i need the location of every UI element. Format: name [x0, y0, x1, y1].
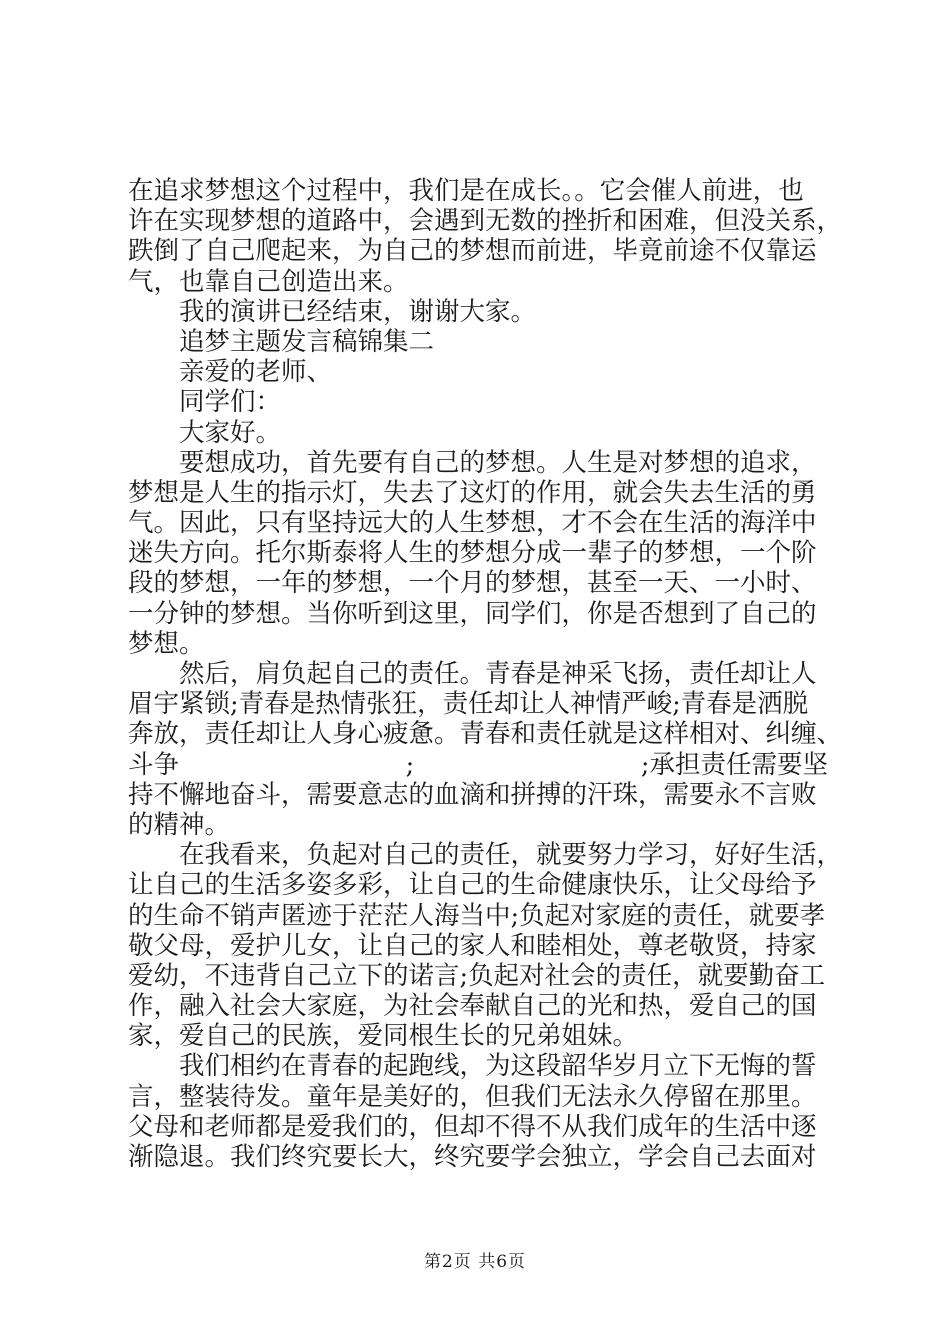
text-block-after: [128, 779, 843, 1172]
text-line: 爱幼，不违背自己立下的诺言;负起对社会的责任，就要勤奋工: [128, 960, 826, 991]
text-line: 梦想是人生的指示灯，失去了这灯的作用，就会失去生活的勇: [128, 477, 817, 508]
text-line: 大家好。: [179, 417, 282, 448]
text-line: 敬父母，爱护儿女，让自己的家人和睦相处，尊老敬贤，持家: [128, 930, 817, 961]
text-line: 然后，肩负起自己的责任。青春是神采飞扬，责任却让人: [179, 659, 817, 689]
text-line: 要想成功，首先要有自己的梦想。人生是对梦想的追求，: [179, 447, 817, 478]
spread-segment-1: 斗争: [128, 749, 180, 780]
document-body: [128, 176, 843, 1172]
text-line: 我的演讲已经结束，谢谢大家。: [179, 296, 537, 327]
text-line: 气。因此，只有坚持远大的人生梦想，才不会在生活的海洋中: [128, 508, 817, 539]
text-line: 持不懈地奋斗，需要意志的血滴和拼搏的汗珠，需要永不言败: [128, 779, 817, 810]
text-line: 在我看来，负起对自己的责任，就要努力学习，好好生活，: [179, 840, 843, 871]
text-line: 跌倒了自己爬起来，为自己的梦想而前进，毕竟前途不仅靠运: [128, 236, 817, 267]
page-footer: 第2页 共6页: [423, 1252, 527, 1272]
text-line: 追梦主题发言稿锦集二: [179, 326, 435, 357]
text-line: 让自己的生活多姿多彩，让自己的生命健康快乐，让父母给予: [128, 870, 817, 901]
text-line: 的精神。: [128, 809, 231, 840]
text-line: 言，整装待发。童年是美好的，但我们无法永久停留在那里。: [128, 1081, 817, 1112]
text-line-spread: [128, 750, 828, 780]
text-line: 渐隐退。我们终究要长大，终究要学会独立，学会自己去面对: [128, 1142, 817, 1172]
text-block-before: [128, 176, 843, 750]
text-line: 作，融入社会大家庭，为社会奉献自己的光和热，爱自己的国: [128, 991, 817, 1022]
text-line: 亲爱的老师、: [179, 357, 333, 388]
text-line: 段的梦想，一年的梦想，一个月的梦想，甚至一天、一小时、: [128, 568, 817, 599]
spread-segment-2: ;: [405, 749, 415, 780]
text-line: 气，也靠自己创造出来。: [128, 266, 409, 297]
text-line: 眉宇紧锁;青春是热情张狂，责任却让人神情严峻;青春是洒脱: [128, 689, 809, 720]
text-line: 同学们：: [179, 387, 282, 418]
text-line: 的生命不销声匿迹于茫茫人海当中;负起对家庭的责任，就要孝: [128, 900, 826, 931]
text-line: 在追求梦想这个过程中，我们是在成长。。它会催人前进，也: [128, 176, 804, 206]
text-line: 家，爱自己的民族，爱同根生长的兄弟姐妹。: [128, 1021, 639, 1052]
text-line: 许在实现梦想的道路中，会遇到无数的挫折和困难，但没关系，: [128, 206, 843, 237]
text-line: 梦想。: [128, 628, 205, 659]
text-line: 奔放，责任却让人身心疲惫。青春和责任就是这样相对、纠缠、: [128, 719, 843, 750]
text-line: 我们相约在青春的起跑线，为这段韶华岁月立下无悔的誓: [179, 1051, 817, 1082]
spread-segment-3: ;承担责任需要坚: [640, 749, 828, 780]
text-line: 父母和老师都是爱我们的，但却不得不从我们成年的生活中逐: [128, 1111, 817, 1142]
text-line: 一分钟的梦想。当你听到这里，同学们，你是否想到了自己的: [128, 598, 817, 629]
text-line: 迷失方向。托尔斯泰将人生的梦想分成一辈子的梦想，一个阶: [128, 538, 817, 569]
